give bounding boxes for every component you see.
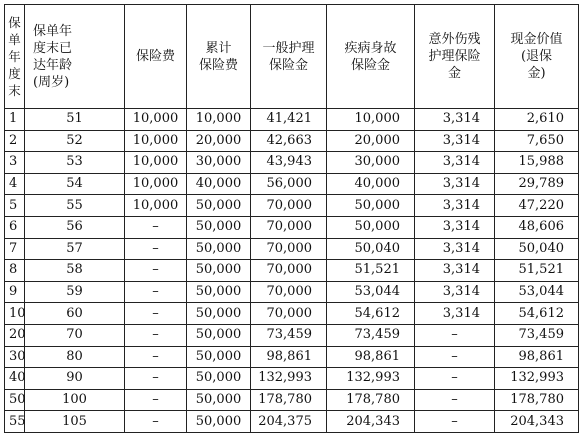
table-cell: 8 (5, 260, 25, 282)
table-cell: 60 (25, 303, 125, 325)
table-cell: 9 (5, 281, 25, 303)
header-premium: 保险费 (125, 5, 187, 109)
table-cell: 73,459 (251, 324, 327, 346)
table-cell: 178,780 (251, 389, 327, 411)
header-cumulative-premium: 累计 保险费 (187, 5, 251, 109)
table-cell: 3,314 (415, 281, 495, 303)
table-cell: 178,780 (495, 389, 579, 411)
table-cell: – (415, 368, 495, 390)
table-cell: 59 (25, 281, 125, 303)
table-cell: 42,663 (251, 130, 327, 152)
table-cell: 5 (5, 195, 25, 217)
table-cell: 50,000 (187, 195, 251, 217)
table-cell: 204,375 (251, 411, 327, 433)
table-cell: 15,988 (495, 152, 579, 174)
table-cell: 10,000 (187, 109, 251, 131)
table-row (5, 260, 579, 282)
table-cell: – (125, 411, 187, 433)
table-row (5, 216, 579, 238)
table-cell: 90 (25, 368, 125, 390)
table-cell: 43,943 (251, 152, 327, 174)
table-cell: – (125, 260, 187, 282)
table-cell: 50 (5, 389, 25, 411)
table-cell: 50,000 (187, 281, 251, 303)
header-disease-death-benefit: 疾病身故 保险金 (327, 5, 415, 109)
table-row (5, 346, 579, 368)
table-cell: 70,000 (251, 216, 327, 238)
table-cell: 50,000 (327, 216, 415, 238)
table-cell: – (125, 368, 187, 390)
table-cell: 98,861 (251, 346, 327, 368)
table-cell: 30 (5, 346, 25, 368)
table-cell: 29,789 (495, 173, 579, 195)
table-cell: 80 (25, 346, 125, 368)
table-cell: 10,000 (327, 109, 415, 131)
table-cell: – (125, 324, 187, 346)
table-cell: 73,459 (495, 324, 579, 346)
header-cash-value: 现金价值 (退保 金) (495, 5, 579, 109)
table-cell: 3,314 (415, 195, 495, 217)
header-general-care-benefit: 一般护理 保险金 (251, 5, 327, 109)
table-row (5, 411, 579, 433)
table-row (5, 173, 579, 195)
table-cell: 52 (25, 130, 125, 152)
table-cell: 54 (25, 173, 125, 195)
table-row (5, 152, 579, 174)
table-cell: 3,314 (415, 130, 495, 152)
table-cell: 105 (25, 411, 125, 433)
table-cell: – (415, 346, 495, 368)
table-cell: 204,343 (327, 411, 415, 433)
table-cell: 7,650 (495, 130, 579, 152)
table-cell: – (125, 346, 187, 368)
table-cell: 70,000 (251, 238, 327, 260)
table-cell: 54,612 (495, 303, 579, 325)
table-row (5, 324, 579, 346)
table-cell: – (415, 389, 495, 411)
table-cell: 70 (25, 324, 125, 346)
table-cell: 10,000 (125, 195, 187, 217)
table-cell: – (415, 411, 495, 433)
table-cell: 70,000 (251, 281, 327, 303)
table-cell: 2,610 (495, 109, 579, 131)
table-cell: 30,000 (327, 152, 415, 174)
table-cell: 56 (25, 216, 125, 238)
table-cell: 20,000 (327, 130, 415, 152)
table-cell: 47,220 (495, 195, 579, 217)
table-cell: 51,521 (495, 260, 579, 282)
table-cell: 50,000 (187, 238, 251, 260)
table-cell: 41,421 (251, 109, 327, 131)
table-cell: 40,000 (187, 173, 251, 195)
table-cell: 132,993 (251, 368, 327, 390)
table-cell: – (125, 216, 187, 238)
table-cell: 56,000 (251, 173, 327, 195)
table-cell: 3,314 (415, 216, 495, 238)
table-cell: 20 (5, 324, 25, 346)
table-cell: 100 (25, 389, 125, 411)
table-cell: 70,000 (251, 303, 327, 325)
table-cell: 50,000 (187, 324, 251, 346)
table-cell: 7 (5, 238, 25, 260)
table-cell: 55 (5, 411, 25, 433)
header-accident-disability-benefit: 意外伤残 护理保险 金 (415, 5, 495, 109)
table-cell: 40 (5, 368, 25, 390)
table-cell: – (125, 303, 187, 325)
table-cell: 3,314 (415, 152, 495, 174)
table-cell: 50,000 (187, 260, 251, 282)
table-cell: 50,000 (327, 195, 415, 217)
table-cell: 70,000 (251, 260, 327, 282)
table-row (5, 389, 579, 411)
table-cell: 50,000 (187, 216, 251, 238)
table-cell: – (415, 324, 495, 346)
table-cell: 48,606 (495, 216, 579, 238)
table-cell: 50,000 (187, 389, 251, 411)
table-cell: 53,044 (327, 281, 415, 303)
table-cell: 3,314 (415, 173, 495, 195)
table-cell: 70,000 (251, 195, 327, 217)
table-cell: 178,780 (327, 389, 415, 411)
table-cell: 204,343 (495, 411, 579, 433)
table-row (5, 303, 579, 325)
table-cell: 4 (5, 173, 25, 195)
table-cell: 3 (5, 152, 25, 174)
table-cell: 50,000 (187, 411, 251, 433)
table-cell: 55 (25, 195, 125, 217)
table-cell: 2 (5, 130, 25, 152)
table-cell: 20,000 (187, 130, 251, 152)
benefit-table (4, 4, 579, 433)
table-cell: 6 (5, 216, 25, 238)
table-cell: 10,000 (125, 130, 187, 152)
table-cell: 132,993 (327, 368, 415, 390)
header-age: 保单年 度末已 达年龄 (周岁) (25, 5, 125, 109)
table-cell: 57 (25, 238, 125, 260)
table-cell: 3,314 (415, 109, 495, 131)
table-cell: 50,040 (495, 238, 579, 260)
table-cell: 10,000 (125, 173, 187, 195)
table-cell: 40,000 (327, 173, 415, 195)
table-cell: 3,314 (415, 303, 495, 325)
table-cell: 51 (25, 109, 125, 131)
table-cell: 10 (5, 303, 25, 325)
table-cell: 50,000 (187, 303, 251, 325)
table-cell: 30,000 (187, 152, 251, 174)
table-cell: 50,040 (327, 238, 415, 260)
table-body (5, 109, 579, 433)
table-header-row (5, 5, 579, 109)
table-cell: 10,000 (125, 109, 187, 131)
table-cell: 10,000 (125, 152, 187, 174)
table-row (5, 238, 579, 260)
table-cell: 50,000 (187, 368, 251, 390)
table-row (5, 109, 579, 131)
table-cell: 98,861 (495, 346, 579, 368)
table-cell: 54,612 (327, 303, 415, 325)
table-cell: 132,993 (495, 368, 579, 390)
table-cell: 98,861 (327, 346, 415, 368)
table-cell: 3,314 (415, 238, 495, 260)
table-row (5, 281, 579, 303)
table-cell: – (125, 281, 187, 303)
table-cell: 53,044 (495, 281, 579, 303)
table-row (5, 368, 579, 390)
table-cell: 73,459 (327, 324, 415, 346)
table-cell: – (125, 238, 187, 260)
table-cell: 53 (25, 152, 125, 174)
header-policy-year: 保 单 年 度 末 (5, 5, 25, 109)
table-cell: 50,000 (187, 346, 251, 368)
table-cell: – (125, 389, 187, 411)
table-row (5, 130, 579, 152)
table-cell: 58 (25, 260, 125, 282)
table-cell: 3,314 (415, 260, 495, 282)
table-row (5, 195, 579, 217)
table-cell: 51,521 (327, 260, 415, 282)
table-cell: 1 (5, 109, 25, 131)
